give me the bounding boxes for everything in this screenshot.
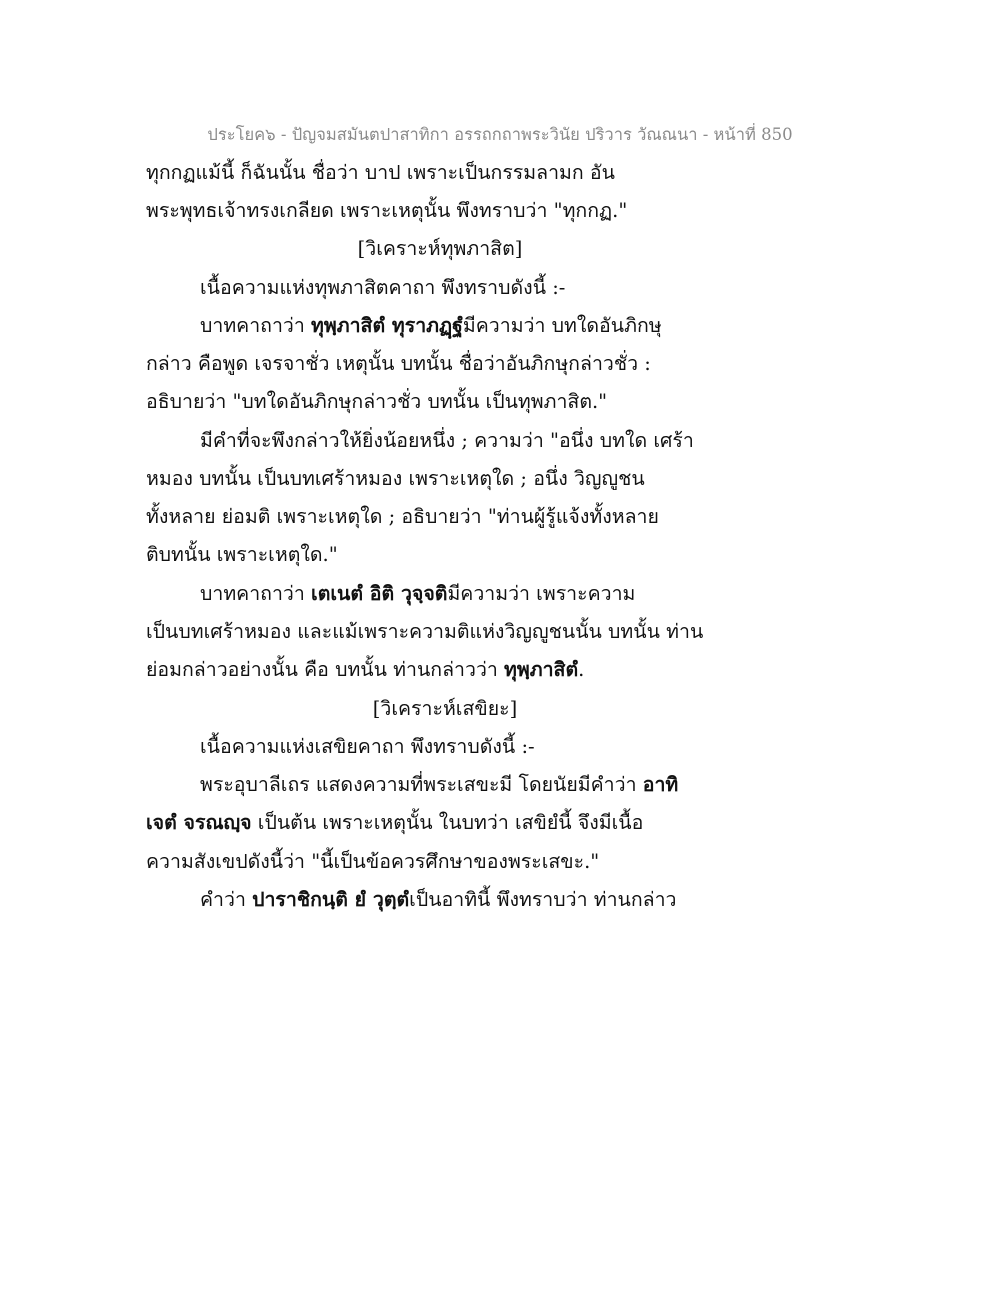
text-run: มีความว่า เพราะความ <box>447 582 636 605</box>
text-line: ติบทนั้น เพราะเหตุใด." <box>146 543 338 566</box>
text-line: พระพุทธเจ้าทรงเกลียด เพราะเหตุนั้น พึงทราบว่า "ทุกกฏ." <box>146 199 628 222</box>
text-line: มีคำที่จะพึงกล่าวให้ยิ่งน้อยหนึ่ง ; ความว่า "อนึ่ง บทใด เศร้า <box>200 429 694 452</box>
pali-term: อาทิ <box>642 773 679 796</box>
text-line: ความสังเขปดังนี้ว่า "นี้เป็นข้อควรศึกษาของพระเสขะ." <box>146 850 600 873</box>
text-line: เนื้อความแห่งเสขิยคาถา พึงทราบดังนี้ :- <box>200 735 535 758</box>
text-run: เป็นต้น เพราะเหตุนั้น ในบทว่า เสขิยํนี้ จึงมีเนื้อ <box>251 811 644 834</box>
text-run: มีความว่า บทใดอันภิกษุ <box>462 314 662 337</box>
text-run: พระอุบาลีเถร แสดงความที่พระเสขะมี โดยนัยมีคำว่า <box>200 773 643 796</box>
text-line <box>200 772 678 798</box>
text-run: บาทคาถาว่า <box>200 314 312 337</box>
text-run: เป็นอาทินี้ พึงทราบว่า ท่านกล่าว <box>409 888 677 911</box>
text-line <box>200 581 635 607</box>
text-line: เป็นบทเศร้าหมอง และแม้เพราะความติแห่งวิญญูชนนั้น บทนั้น ท่าน <box>146 620 704 643</box>
text-line: กล่าว คือพูด เจรจาชั่ว เหตุนั้น บทนั้น ชื่อว่าอันภิกษุกล่าวชั่ว : <box>146 352 651 375</box>
page-header: ประโยค๖ - ปัญจมสมันตปาสาทิกา อรรถกถาพระวินัย ปริวาร วัณณนา - หน้าที่ 850 <box>207 125 793 144</box>
text-line: หมอง บทนั้น เป็นบทเศร้าหมอง เพราะเหตุใด ; อนึ่ง วิญญูชน <box>146 467 645 490</box>
section-heading: [วิเคราะห์เสขิยะ] <box>372 697 518 720</box>
text-line: เนื้อความแห่งทุพภาสิตคาถา พึงทราบดังนี้ :- <box>200 276 566 299</box>
text-run: บาทคาถาว่า <box>200 582 312 605</box>
text-run: . <box>578 658 585 681</box>
pali-term: ปาราชิกนฺติ ยํ วุตฺตํ <box>252 888 410 911</box>
text-line <box>146 810 643 836</box>
text-line <box>146 657 584 683</box>
pali-term: เจตํ จรณญฺจ <box>146 811 252 834</box>
pali-term: เตเนตํ อิติ วุจฺจติ <box>311 582 448 605</box>
text-line: ทุกกฏแม้นี้ ก็ฉันนั้น ชื่อว่า บาป เพราะเป็นกรรมลามก อัน <box>146 161 615 184</box>
text-line: ทั้งหลาย ย่อมติ เพราะเหตุใด ; อธิบายว่า "ท่านผู้รู้แจ้งทั้งหลาย <box>146 505 659 528</box>
text-line <box>200 887 677 913</box>
text-run: คำว่า <box>200 888 253 911</box>
pali-term: ทุพฺภาสิตํ <box>504 658 579 681</box>
section-heading: [วิเคราะห์ทุพภาสิต] <box>357 237 523 260</box>
pali-term: ทุพฺภาสิตํ ทุราภฏฺฐํ <box>311 314 463 337</box>
text-run: ย่อมกล่าวอย่างนั้น คือ บทนั้น ท่านกล่าวว่า <box>146 658 505 681</box>
text-line: อธิบายว่า "บทใดอันภิกษุกล่าวชั่ว บทนั้น เป็นทุพภาสิต." <box>146 390 608 413</box>
text-line <box>200 313 662 339</box>
